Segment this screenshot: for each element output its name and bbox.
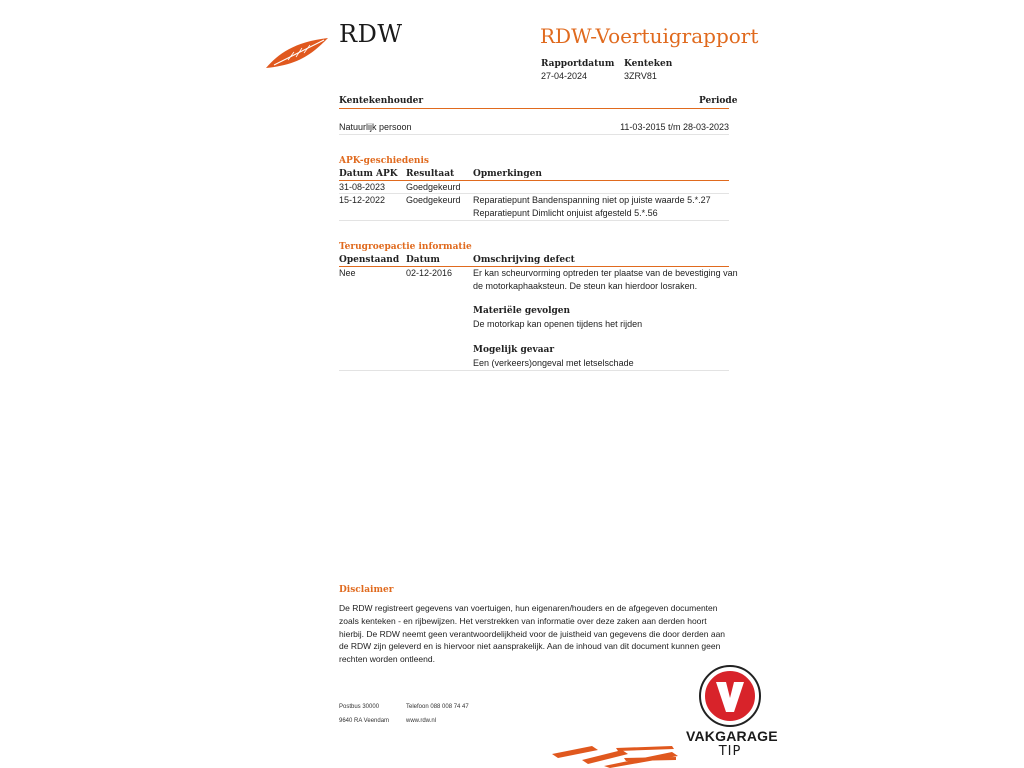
recall-row-rule xyxy=(339,370,729,371)
recall-header-rule xyxy=(339,266,729,267)
bottom-stripes-logo-icon xyxy=(552,746,678,768)
footer-postbus: Postbus 30000 xyxy=(339,704,380,710)
apk-col-date: Datum APK xyxy=(339,169,398,179)
holder-row-rule xyxy=(339,134,729,135)
apk-row-2-date: 15-12-2022 xyxy=(339,195,386,205)
apk-row-1-date: 31-08-2023 xyxy=(339,182,386,192)
apk-row-2-result: Goedgekeurd xyxy=(406,195,461,205)
recall-danger-label: Mogelijk gevaar xyxy=(473,345,555,355)
holder-period: 11-03-2015 t/m 28-03-2023 xyxy=(620,122,729,132)
recall-consequences-label: Materiële gevolgen xyxy=(473,306,571,316)
report-date: 27-04-2024 xyxy=(541,71,588,81)
plate-number: 3ZRV81 xyxy=(624,71,657,81)
recall-consequences: De motorkap kan openen tijdens het rijden xyxy=(473,319,643,329)
vakgarage-tip: TIP xyxy=(718,744,742,759)
vakgarage-v-logo-icon xyxy=(686,664,774,730)
vakgarage-tip-badge xyxy=(686,664,778,764)
vakgarage-name: VAKGARAGE xyxy=(686,728,778,744)
holder-label: Kentekenhouder xyxy=(339,96,424,106)
apk-row-2-remark-1: Reparatiepunt Bandenspanning niet op juiste waarde 5.*.27 xyxy=(473,195,711,205)
apk-col-remarks: Opmerkingen xyxy=(473,169,542,179)
recall-open: Nee xyxy=(339,268,356,278)
recall-col-open: Openstaand xyxy=(339,255,400,265)
report-title: RDW-Voertuigrapport xyxy=(540,24,759,48)
report-date-label: Rapportdatum xyxy=(541,59,615,69)
holder-header-rule xyxy=(339,108,729,109)
recall-defect-line-2: de motorkaphaaksteun. De steun kan hierdoor losraken. xyxy=(473,281,698,291)
apk-row-2-rule xyxy=(339,220,729,221)
recall-defect-line-1: Er kan scheurvorming optreden ter plaatse van de bevestiging van xyxy=(473,268,738,278)
apk-row-1-result: Goedgekeurd xyxy=(406,182,461,192)
footer-website[interactable]: www.rdw.nl xyxy=(406,718,437,724)
apk-section-title: APK-geschiedenis xyxy=(339,156,429,166)
footer-phone: Telefoon 088 008 74 47 xyxy=(406,704,469,710)
recall-date: 02-12-2016 xyxy=(406,268,453,278)
recall-danger: Een (verkeers)ongeval met letselschade xyxy=(473,358,634,368)
disclaimer-title: Disclaimer xyxy=(339,585,394,595)
disclaimer-text: De RDW registreert gegevens van voertuigen, hun eigenaren/houders en de afgegeven documenten zoals kenteken - en rijbewijzen. Het verstrekken van informatie over deze zaken aan derden hoort hierbij. De RDW neemt geen verantwoordelijkheid voor de juistheid van gegevens die door derden aan de RDW zijn geleverd en is hiervoor niet aansprakelijk. Aan de inhoud van dit document kunnen geen rechten worden ontleend. xyxy=(339,603,726,665)
brand-name: RDW xyxy=(339,20,403,48)
plate-label: Kenteken xyxy=(624,59,673,69)
apk-col-result: Resultaat xyxy=(406,169,455,179)
apk-header-rule xyxy=(339,180,729,181)
rdw-feather-logo-icon xyxy=(264,34,332,70)
period-label: Periode xyxy=(699,96,738,106)
footer-address: 9640 RA Veendam xyxy=(339,718,390,724)
recall-col-defect: Omschrijving defect xyxy=(473,255,575,265)
recall-section-title: Terugroepactie informatie xyxy=(339,242,472,252)
apk-row-1-rule xyxy=(339,193,729,194)
apk-row-2-remark-2: Reparatiepunt Dimlicht onjuist afgesteld 5.*.56 xyxy=(473,208,658,218)
holder-type: Natuurlijk persoon xyxy=(339,122,412,132)
recall-col-date: Datum xyxy=(406,255,440,265)
